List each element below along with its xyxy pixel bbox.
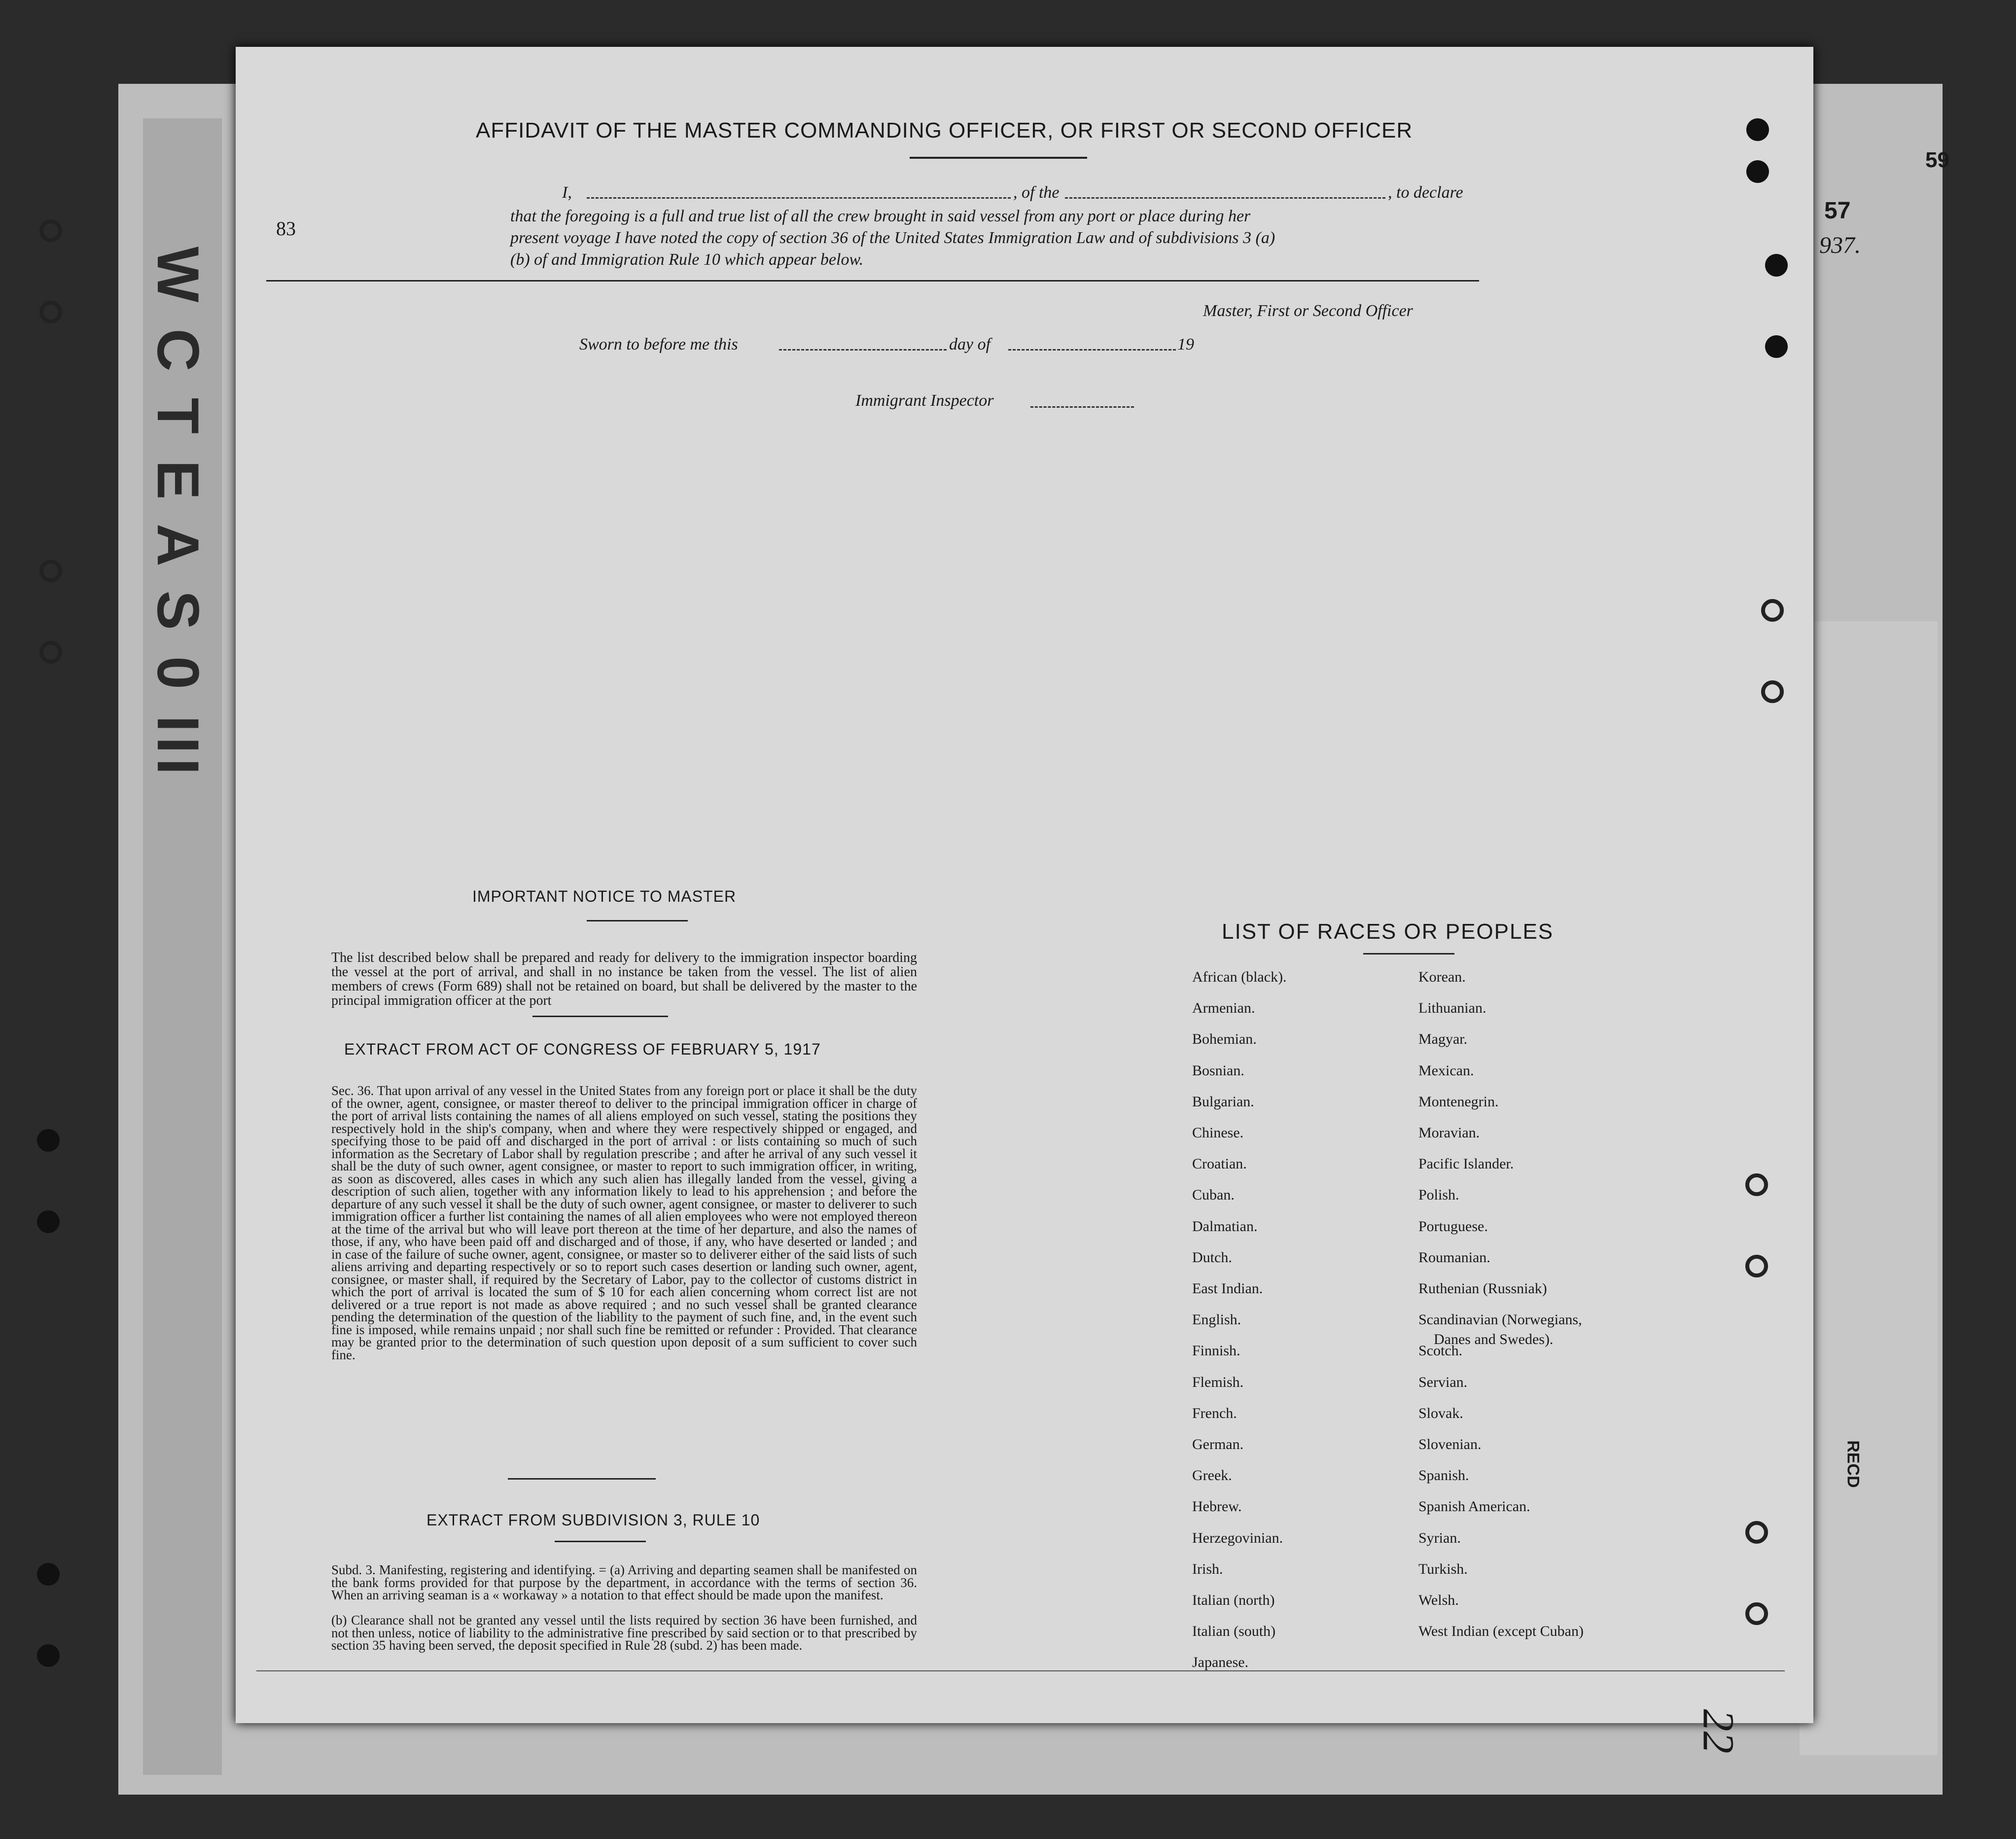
- binder-hole-icon: [1745, 1173, 1768, 1196]
- affidavit-title: AFFIDAVIT OF THE MASTER COMMANDING OFFICER, OR FIRST OR SECOND OFFICER: [476, 118, 1413, 142]
- binder-hole-icon: [1746, 118, 1769, 141]
- race-item: Chinese.: [1192, 1125, 1244, 1141]
- extract-rule-text-a: Subd. 3. Manifesting, registering and identifying. = (a) Arriving and departing seamen shall be manifested on the bank forms provided for that purpose by the department, in accordance with the terms of section 36. When an arriving seaman is a « workaway » a notation to that effect should be made upon the manifest.: [331, 1562, 917, 1602]
- affidavit-sheet: [236, 47, 1813, 1723]
- binder-hole-icon: [1745, 1255, 1768, 1277]
- day-of-label: day of: [949, 335, 991, 354]
- race-item: Danes and Swedes).: [1434, 1331, 1554, 1347]
- extract-rule-title: EXTRACT FROM SUBDIVISION 3, RULE 10: [426, 1511, 760, 1529]
- affidavit-line-3: present voyage I have noted the copy of section 36 of the United States Immigration Law and of subdivisions 3 (a): [510, 229, 1275, 247]
- binder-hole-icon: [1765, 254, 1788, 277]
- month-blank: [1008, 349, 1176, 351]
- race-item: French.: [1192, 1405, 1237, 1421]
- divider: [555, 1541, 646, 1542]
- race-item: Croatian.: [1192, 1156, 1247, 1172]
- divider: [508, 1478, 656, 1480]
- race-item: West Indian (except Cuban): [1418, 1623, 1584, 1640]
- notice-text: The list described below shall be prepared and ready for delivery to the immigration inspector boarding the vessel at the port of arrival, and shall in no instance be taken from the vessel. The list of alien members of crews (Form 689) shall not be retained on board, but shall be delivered by the master to the principal immigration officer at the port: [331, 950, 917, 1008]
- race-item: Dutch.: [1192, 1249, 1232, 1266]
- margin-number: 59: [1925, 148, 1949, 172]
- binder-hole-icon: [39, 641, 62, 664]
- handwritten-number: 22: [1694, 1709, 1743, 1754]
- binder-hole-icon: [37, 1644, 60, 1667]
- race-item: Spanish.: [1418, 1467, 1469, 1484]
- handwritten-strip-mark: W C T E A S 0 III: [145, 247, 211, 780]
- day-blank: [779, 349, 947, 351]
- extract-act-text: Sec. 36. That upon arrival of any vessel in the United States from any foreign port or place it shall be the duty of the owner, agent, consignee, or master thereof to deliver to the principal immigration officer in charge of the port of arrival lists containing the names of all aliens employed on such vessel, stating the positions they respectively hold in the ship's company, when and where they were respectively shipped or engaged, and specifying those to be paid off and discharged in the port of arrival : or lists containing so much of such information as the Secretary of Labor shall by regulation prescribe ; and after he arrival of any such vessel it shall be the duty of such owner, agent consignee, or master to report to such immigration officer, in writing, as soon as discovered, alles cases in which any such alien has illegally landed from the vessel, giving a description of such alien, together with any information likely to lead to his apprehension ; and before the departure of any such vessel it shall be the duty of such owner, agent consignee, or master to deliverer to such immigration officer a further list containing the names of all alien employees who were not employed thereon at the time of the arrival but who will leave port thereon at the time of her departure, and also the names of those, if any, who have been paid off and discharged and of those, if any, who have deserted or landed ; and in case of the failure of suche owner, agent, consignee, or master so to deliverer either of the said lists of such aliens arriving and departing respectively or so to report such cases desertion or landing such owner, agent, consignee, or master shall, if required by the Secretary of Labor, pay to the collector of customs district in which the port of arrival is located the sum of $ 10 for each alien concerning whom correct list are not delivered or a true report is not made as above required ; and no such vessel shall be granted clearance pending the determination of the question of the liability to the payment of such fine, and, in the event such fine is imposed, while remains unpaid ; nor shall such fine be remitted or refunder : Provided. That clearance may be granted prior to the determination of such question upon deposit of a sum sufficient to cover such fine.: [331, 1083, 917, 1362]
- race-item: Turkish.: [1418, 1560, 1468, 1577]
- affidavit-line-i: I,: [562, 183, 572, 202]
- binder-hole-icon: [37, 1129, 60, 1152]
- race-item: English.: [1192, 1311, 1241, 1328]
- affidavit-line-2: that the foregoing is a full and true list of all the crew brought in said vessel from any port or place during her: [510, 207, 1251, 225]
- binder-hole-icon: [37, 1563, 60, 1586]
- race-item: Bohemian.: [1192, 1031, 1257, 1048]
- race-item: Herzegovinian.: [1192, 1529, 1283, 1546]
- handwritten-number: 937.: [1819, 232, 1861, 258]
- race-item: Dalmatian.: [1192, 1218, 1258, 1235]
- binder-hole-icon: [1745, 1521, 1768, 1544]
- divider: [256, 1670, 1785, 1671]
- divider: [910, 157, 1087, 159]
- binder-hole-icon: [39, 301, 62, 323]
- binder-hole-icon: [1765, 335, 1788, 358]
- race-item: East Indian.: [1192, 1280, 1263, 1297]
- race-item: Polish.: [1418, 1187, 1459, 1203]
- race-item: Montenegrin.: [1418, 1093, 1499, 1110]
- binder-hole-icon: [1746, 160, 1769, 183]
- race-item: African (black).: [1192, 969, 1287, 985]
- race-item: Syrian.: [1418, 1529, 1461, 1546]
- name-blank: [587, 197, 1011, 199]
- affidavit-line-declare: , to declare: [1388, 183, 1463, 202]
- vessel-blank: [1065, 197, 1385, 199]
- handwritten-number: 83: [276, 217, 296, 240]
- affidavit-line-4: (b) of and Immigration Rule 10 which appear below.: [510, 250, 864, 269]
- margin-number: 57: [1824, 198, 1851, 224]
- race-item: Pacific Islander.: [1418, 1156, 1514, 1172]
- extract-rule-text-b: (b) Clearance shall not be granted any vessel until the lists required by section 36 have been furnished, and not then unless, notice of liability to the administrative fine prescribed by said section or to that prescribed by section 35 having been served, the deposit specified in Rule 28 (subd. 2) has been made.: [331, 1613, 917, 1653]
- race-item: Ruthenian (Russniak): [1418, 1280, 1547, 1297]
- race-item: German.: [1192, 1436, 1244, 1452]
- underlying-right-sheet: [1800, 621, 1938, 1755]
- inspector-label: Immigrant Inspector: [855, 391, 994, 410]
- race-item: Scandinavian (Norwegians,: [1418, 1311, 1582, 1328]
- binder-hole-icon: [39, 560, 62, 582]
- race-item: Welsh.: [1418, 1592, 1459, 1608]
- race-item: Armenian.: [1192, 1000, 1255, 1017]
- race-item: Roumanian.: [1418, 1249, 1490, 1266]
- year-label: 19: [1177, 335, 1194, 354]
- divider: [532, 1016, 668, 1017]
- received-stamp: RECD: [1843, 1440, 1863, 1488]
- race-item: Moravian.: [1418, 1125, 1480, 1141]
- race-item: Slovak.: [1418, 1405, 1463, 1421]
- affidavit-line-of: , of the: [1013, 183, 1060, 202]
- race-item: Greek.: [1192, 1467, 1232, 1484]
- notice-title: IMPORTANT NOTICE TO MASTER: [472, 887, 737, 905]
- binder-hole-icon: [1761, 680, 1784, 703]
- race-item: Flemish.: [1192, 1374, 1244, 1390]
- race-item: Italian (north): [1192, 1592, 1275, 1608]
- race-item: Cuban.: [1192, 1187, 1235, 1203]
- binder-hole-icon: [1761, 599, 1784, 622]
- race-item: Portuguese.: [1418, 1218, 1488, 1235]
- race-item: Mexican.: [1418, 1062, 1474, 1079]
- divider: [266, 280, 1479, 282]
- master-signature-label: Master, First or Second Officer: [1203, 302, 1413, 320]
- race-item: Servian.: [1418, 1374, 1468, 1390]
- race-item: Slovenian.: [1418, 1436, 1482, 1452]
- extract-act-title: EXTRACT FROM ACT OF CONGRESS OF FEBRUARY 5, 1917: [344, 1040, 821, 1058]
- race-item: Magyar.: [1418, 1031, 1468, 1048]
- race-item: Spanish American.: [1418, 1498, 1530, 1515]
- binder-hole-icon: [1745, 1602, 1768, 1625]
- race-item: Hebrew.: [1192, 1498, 1242, 1515]
- binder-hole-icon: [37, 1210, 60, 1233]
- race-item: Korean.: [1418, 969, 1466, 985]
- race-item: Japanese.: [1192, 1654, 1249, 1671]
- divider: [587, 920, 688, 921]
- sworn-label: Sworn to before me this: [579, 335, 738, 354]
- divider: [1363, 953, 1454, 955]
- inspector-blank: [1030, 406, 1134, 408]
- race-item: Irish.: [1192, 1560, 1223, 1577]
- race-item: Italian (south): [1192, 1623, 1276, 1640]
- binder-hole-icon: [39, 219, 62, 242]
- races-title: LIST OF RACES OR PEOPLES: [1222, 920, 1554, 944]
- race-item: Scotch.: [1418, 1343, 1463, 1359]
- race-item: Lithuanian.: [1418, 1000, 1486, 1017]
- race-item: Finnish.: [1192, 1343, 1240, 1359]
- race-item: Bosnian.: [1192, 1062, 1244, 1079]
- race-item: Bulgarian.: [1192, 1093, 1254, 1110]
